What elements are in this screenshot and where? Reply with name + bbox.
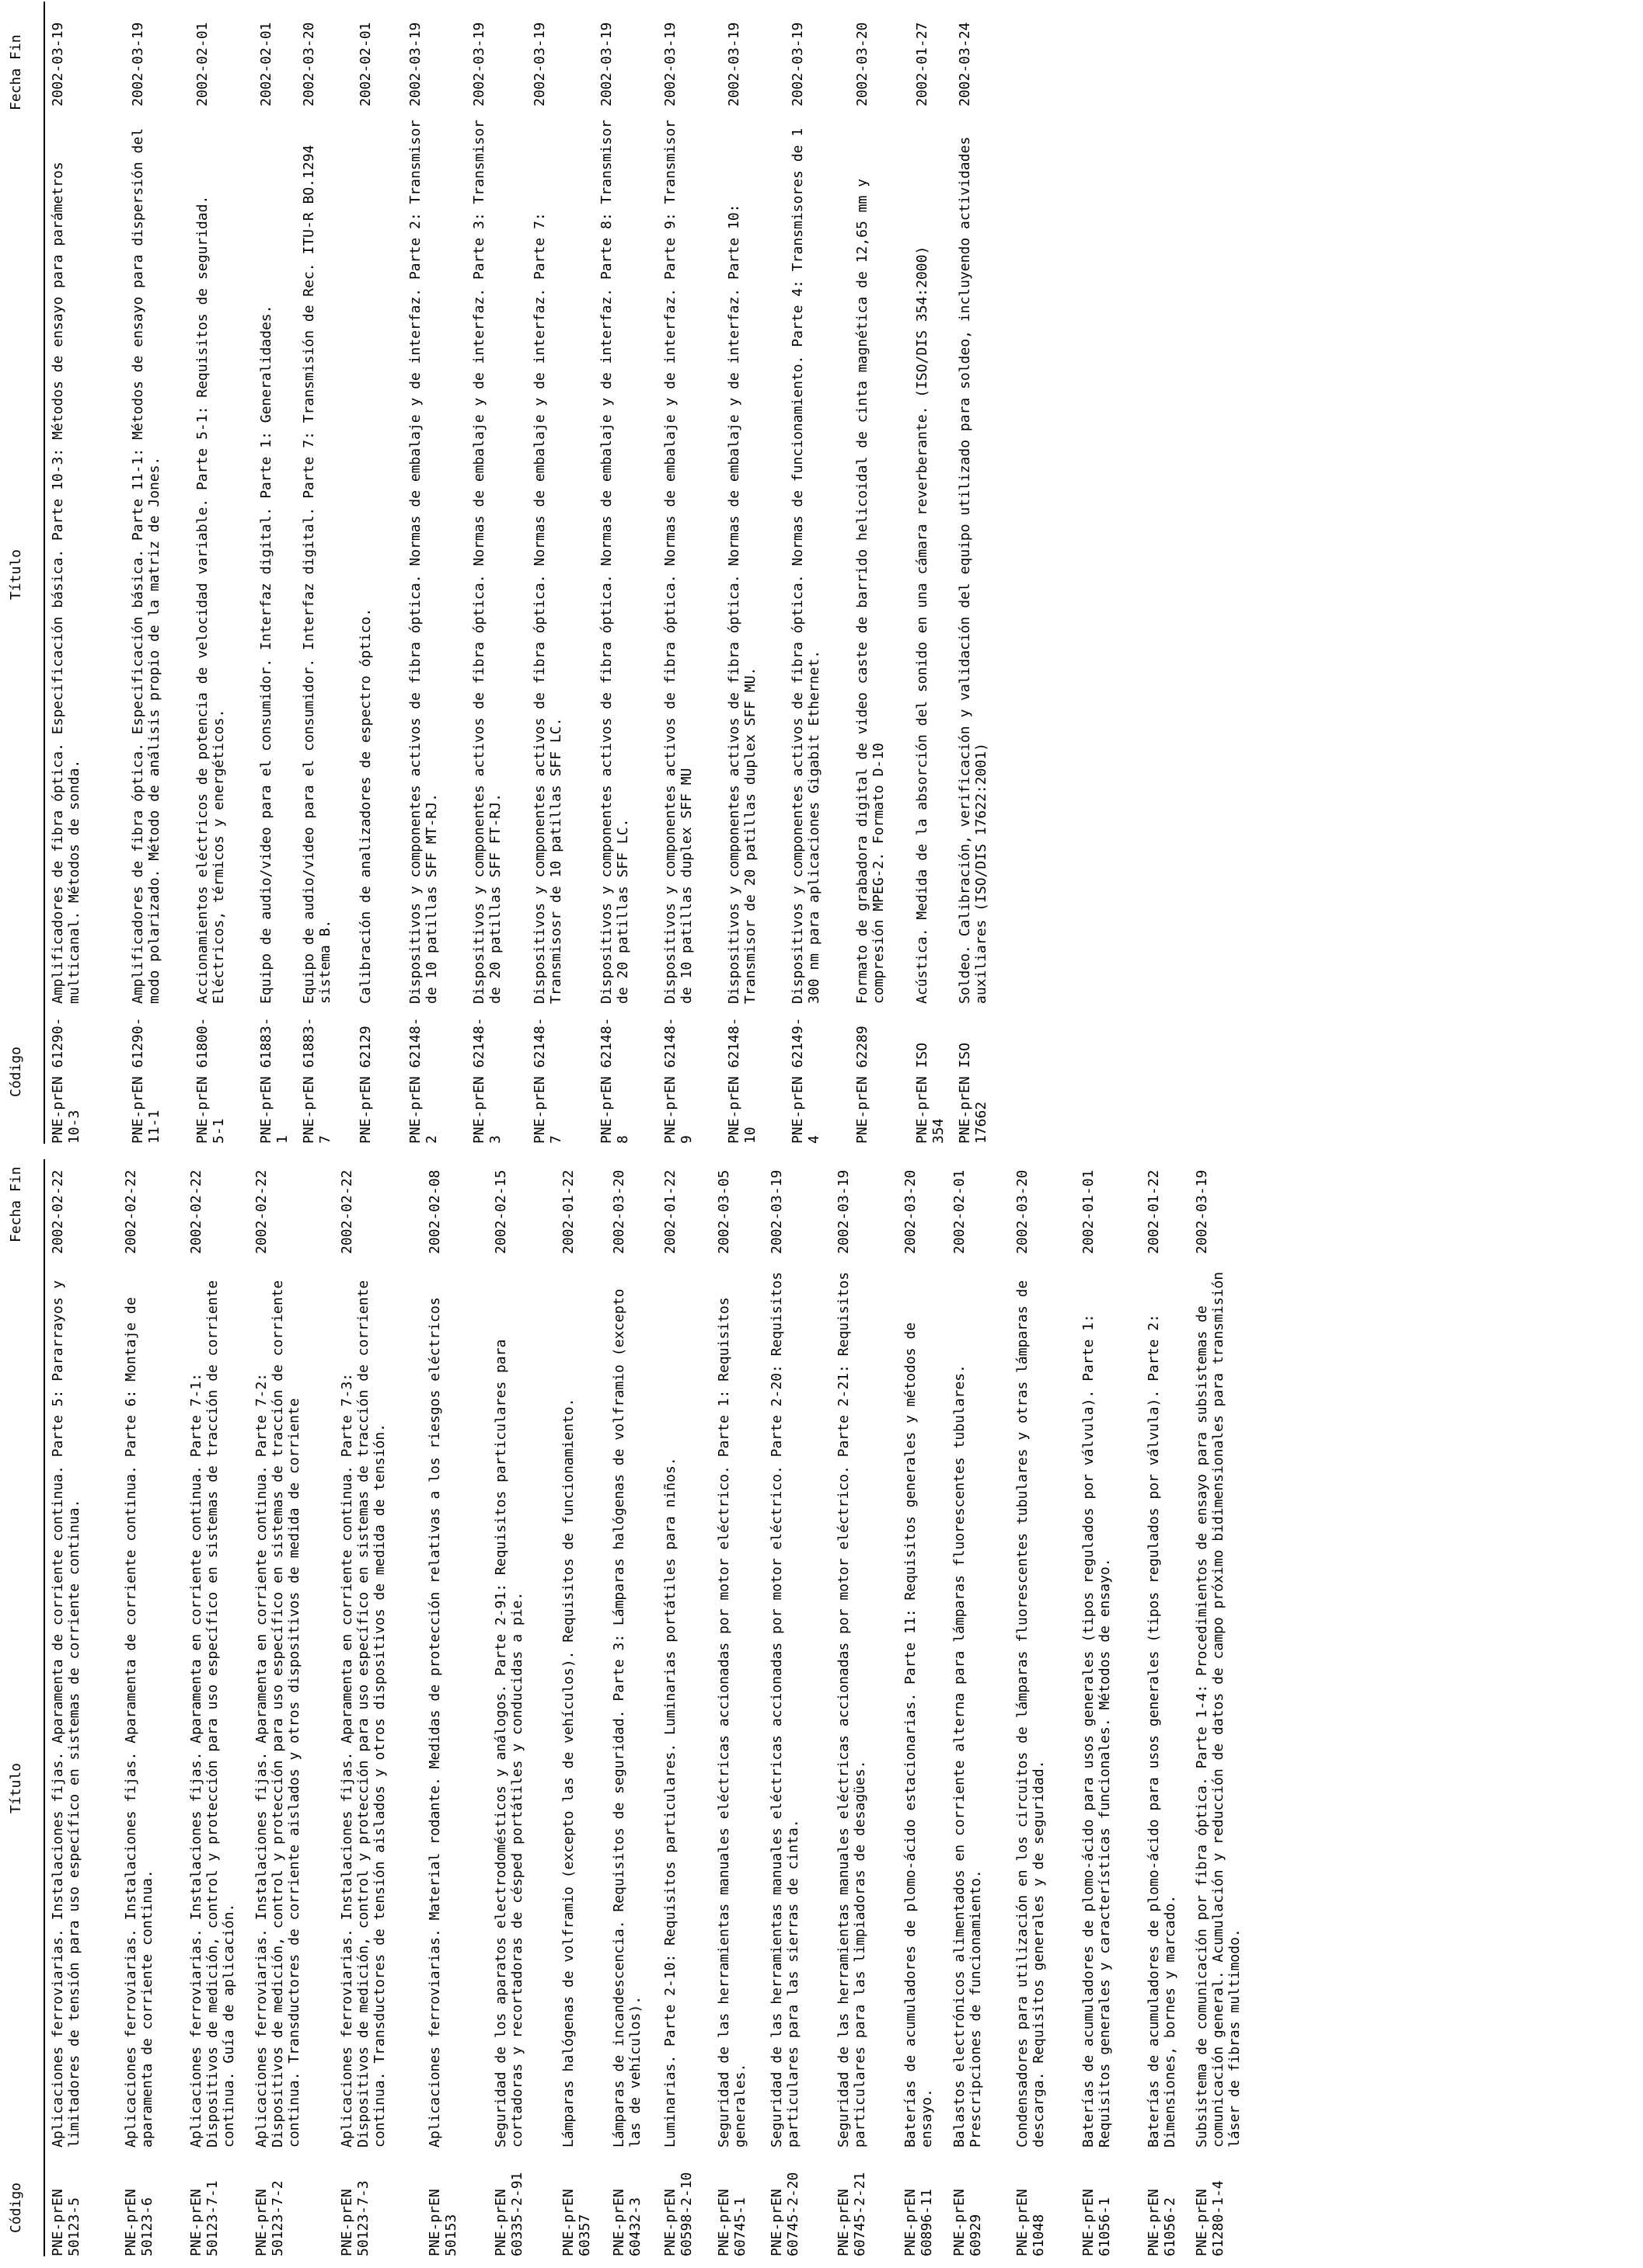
code-cell: PNE-prEN 50123-7-3 <box>339 2180 372 2256</box>
table-row <box>50 2 135 1144</box>
code-cell: PNE-prEN 62148-10 <box>726 1017 759 1144</box>
code-cell: PNE-prEN 61056-1 <box>1080 2180 1113 2256</box>
date-cell: 2002-01-22 <box>662 1169 678 1254</box>
title-cell: Dispositivos y componentes activos de fibra óptica. Normas de funcionamiento. Parte 4: Transmisores de 1 300 nm para aplicaciones Gigabit Ethernet. <box>790 120 822 1004</box>
title-cell: Equipo de audio/video para el consumidor. Interfaz digital. Parte 7: Transmisión de Rec. ITU-R BO.1294 sistema B. <box>301 136 333 1004</box>
left-table <box>0 1159 1243 2256</box>
date-cell: 2002-01-01 <box>1080 1169 1097 1254</box>
date-cell: 2002-02-22 <box>123 1169 139 1254</box>
title-cell: Baterías de acumuladores de plomo-ácido estacionarias. Parte 11: Requisitos generales y métodos de ensayo. <box>902 1314 935 2148</box>
code-cell: PNE-prEN 62149-4 <box>790 1017 822 1144</box>
header-title: Título <box>8 549 24 600</box>
date-cell: 2002-03-19 <box>598 22 615 106</box>
code-cell: PNE-prEN 61056-2 <box>1146 2180 1178 2256</box>
table-row <box>957 2 1042 1144</box>
code-cell: PNE-prEN 61800-5-1 <box>194 1017 227 1144</box>
header-code: Código <box>8 2182 24 2233</box>
date-cell: 2002-02-22 <box>50 1169 66 1254</box>
date-cell: 2002-03-19 <box>662 22 678 106</box>
header-title: Título <box>8 1762 24 1813</box>
title-cell: Dispositivos y componentes activos de fibra óptica. Normas de embalaje y de interfaz. Parte 3: Transmisor de 20 patillas SFF FT-RJ. <box>471 111 504 1004</box>
date-cell: 2002-02-22 <box>253 1169 270 1254</box>
code-cell: PNE-prEN 60598-2-10 <box>662 2172 695 2256</box>
date-cell: 2002-02-22 <box>188 1169 204 1254</box>
title-cell: Seguridad de las herramientas manuales eléctricas accionadas por motor eléctrico. Parte 1: Requisitos generales. <box>716 1288 748 2148</box>
title-cell: Aplicaciones ferroviarias. Material rodante. Medidas de protección relativas a los riesgos eléctricos <box>427 1297 443 2148</box>
date-cell: 2002-03-20 <box>301 22 317 106</box>
code-cell: PNE-prEN 61048 <box>1014 2180 1047 2256</box>
title-cell: Baterías de acumuladores de plomo-ácido para usos generales (tipos regulados por válvula). Parte 1: Requisitos generales y características funcionales. Métodos de ensayo. <box>1080 1305 1113 2148</box>
code-cell: PNE-prEN 62148-9 <box>662 1017 695 1144</box>
date-cell: 2002-02-01 <box>951 1169 968 1254</box>
date-cell: 2002-01-27 <box>914 22 930 106</box>
title-cell: Lámparas de incandescencia. Requisitos de seguridad. Parte 3: Lámparas halógenas de volframio (excepto las de vehículos). <box>611 1280 644 2148</box>
title-cell: Baterías de acumuladores de plomo-ácido para usos generales (tipos regulados por válvula). Parte 2: Dimensiones, bornes y marcado. <box>1146 1305 1178 2148</box>
code-cell: PNE-prEN 50153 <box>427 2180 459 2256</box>
left-table-header <box>0 1159 45 2256</box>
code-cell: PNE-prEN 60745-1 <box>716 2180 748 2256</box>
title-cell: Condensadores para utilización en los circuitos de lámparas fluorescentes tubulares y otras lámparas de descarga. Requisitos generales y de seguridad. <box>1014 1271 1047 2148</box>
table-row <box>253 1159 339 2256</box>
title-cell: Aplicaciones ferroviarias. Instalaciones fijas. Aparamenta en corriente continua. Parte 7-3: Dispositivos de medición, control y protección para uso específico en sistemas de tracción de corriente continua. Transductores de tensión aislados y otros dispositivos de medida de tensión. <box>339 1271 388 2148</box>
title-cell: Luminarias. Parte 2-10: Requisitos particulares. Luminarias portátiles para niños. <box>662 1457 678 2148</box>
title-cell: Dispositivos y componentes activos de fibra óptica. Normas de embalaje y de interfaz. Parte 10: Transmisor de 20 patillas duplex SFF MU. <box>726 195 759 1004</box>
date-cell: 2002-03-19 <box>130 22 146 106</box>
title-cell: Subsistema de comunicación por fibra óptica. Parte 1-4: Procedimientos de ensayo para subsistemas de comunicación general. Acumulación y reducción de datos de campo próximo bidimensionales para transmisión láser de fibras multimodo. <box>1194 1263 1243 2148</box>
date-cell: 2002-03-19 <box>769 1169 785 1254</box>
date-cell: 2002-03-19 <box>790 22 806 106</box>
date-cell: 2002-02-08 <box>427 1169 443 1254</box>
code-cell: PNE-prEN 50123-7-2 <box>253 2180 286 2256</box>
title-cell: Aplicaciones ferroviarias. Instalaciones fijas. Aparamenta de corriente continua. Parte 5: Pararrayos y limitadores de tensión para uso específico en sistemas de corriente continua. <box>50 1271 82 2148</box>
title-cell: Balastos electrónicos alimentados en corriente alterna para lámparas fluorescentes tubulares. Prescripciones de funcionamiento. <box>951 1356 984 2148</box>
code-cell: PNE-prEN 60896-11 <box>902 2180 935 2256</box>
date-cell: 2002-03-20 <box>902 1169 919 1254</box>
code-cell: PNE-prEN 50123-7-1 <box>188 2180 221 2256</box>
code-cell: PNE-prEN 62289 <box>854 1026 870 1144</box>
code-cell: PNE-prEN 62148-3 <box>471 1017 504 1144</box>
title-cell: Dispositivos y componentes activos de fibra óptica. Normas de embalaje y de interfaz. Parte 8: Transmisor de 20 patillas SFF LC. <box>598 111 631 1004</box>
code-cell: PNE-prEN 61290-10-3 <box>50 1017 82 1144</box>
right-table-header <box>0 2 45 1144</box>
date-cell: 2002-02-01 <box>258 22 274 106</box>
title-cell: Seguridad de los aparatos electrodomésticos y análogos. Parte 2-91: Requisitos particulares para cortadoras y recortadoras de césped portátiles y conducidas a pie. <box>493 1330 525 2148</box>
title-cell: Formato de grabadora digital de video caste de barrido helicoidal de cinta magnética de 12,65 mm y compresión MPEG-2. Formato D-10 <box>854 170 887 1004</box>
date-cell: 2002-03-19 <box>835 1169 852 1254</box>
code-cell: PNE-prEN 60745-2-21 <box>835 2172 868 2256</box>
date-cell: 2002-03-19 <box>407 22 424 106</box>
title-cell: Acústica. Medida de la absorción del sonido en una cámara reverberante. (ISO/DIS 354:2000) <box>914 246 930 1004</box>
date-cell: 2002-01-22 <box>1146 1169 1162 1254</box>
code-cell: PNE-prEN 61883-7 <box>301 1017 333 1144</box>
date-cell: 2002-03-20 <box>854 22 870 106</box>
code-cell: PNE-prEN 61883-1 <box>258 1017 291 1144</box>
date-cell: 2002-03-19 <box>726 22 742 106</box>
title-cell: Aplicaciones ferroviarias. Instalaciones fijas. Aparamenta en corriente continua. Parte 7-2: Dispositivos de medición, control y protección para uso específico en sistemas de tracción de corriente continua. Transductores de corriente aislados y otros dispositivos de medida de corriente <box>253 1271 302 2148</box>
title-cell: Dispositivos y componentes activos de fibra óptica. Normas de embalaje y de interfaz. Parte 9: Transmisor de 10 patillas duplex SFF MU <box>662 111 695 1004</box>
code-cell: PNE-prEN 60432-3 <box>611 2180 644 2256</box>
header-code: Código <box>8 1046 24 1097</box>
title-cell: Aplicaciones ferroviarias. Instalaciones fijas. Aparamenta de corriente continua. Parte 6: Montaje de aparamenta de corriente continua. <box>123 1288 155 2148</box>
date-cell: 2002-02-01 <box>358 22 374 106</box>
date-cell: 2002-03-19 <box>1194 1169 1210 1254</box>
code-cell: PNE-prEN 60745-2-20 <box>769 2172 801 2256</box>
title-cell: Accionamientos eléctricos de potencia de velocidad variable. Parte 5-1: Requisitos de seguridad. Eléctricos, térmicos y energéticos. <box>194 186 227 1004</box>
date-cell: 2002-03-24 <box>957 22 973 106</box>
title-cell: Dispositivos y componentes activos de fibra óptica. Normas de embalaje y de interfaz. Parte 7: Transmisosr de 10 patillas SFF LC. <box>532 204 564 1004</box>
title-cell: Seguridad de las herramientas manuales eléctricas accionadas por motor eléctrico. Parte 2-21: Requisitos particulares para las limpiadoras de desagües. <box>835 1263 868 2148</box>
date-cell: 2002-03-19 <box>50 22 66 106</box>
date-cell: 2002-02-01 <box>194 22 211 106</box>
title-cell: Dispositivos y componentes activos de fibra óptica. Normas de embalaje y de interfaz. Parte 2: Transmisor de 10 patillas SFF MT-RJ. <box>407 111 440 1004</box>
title-cell: Aplicaciones ferroviarias. Instalaciones fijas. Aparamenta en corriente continua. Parte 7-1: Dispositivos de medición, control y protección para uso específico en sistemas de tracción de corriente continua. Guía de aplicación. <box>188 1271 237 2148</box>
date-cell: 2002-03-20 <box>611 1169 627 1254</box>
header-date: Fecha Fin <box>8 34 24 110</box>
title-cell: Equipo de audio/video para el consumidor. Interfaz digital. Parte 1: Generalidades. <box>258 305 274 1004</box>
title-cell: Amplificadores de fibra óptica. Especificación básica. Parte 10-3: Métodos de ensayo para parámetros multicanal. Métodos de sonda. <box>50 153 82 1004</box>
date-cell: 2002-03-19 <box>532 22 548 106</box>
title-cell: Lámparas halógenas de volframio (excepto las de vehículos). Requisitos de funcionamiento. <box>560 1398 577 2148</box>
code-cell: PNE-prEN 61280-1-4 <box>1194 2180 1226 2256</box>
code-cell: PNE-prEN 62148-7 <box>532 1017 564 1144</box>
code-cell: PNE-prEN 50123-6 <box>123 2180 155 2256</box>
code-cell: PNE-prEN 60357 <box>560 2180 593 2256</box>
table-row <box>339 1159 424 2256</box>
date-cell: 2002-03-19 <box>471 22 487 106</box>
title-cell: Amplificadores de fibra óptica. Especificación básica. Parte 11-1: Métodos de ensayo para dispersión del modo polarizado. Método de análisis propio de la matriz de Jones. <box>130 120 162 1004</box>
title-cell: Soldeo. Calibración, verificación y validación del equipo utilizado para soldeo, incluyendo actividades auxiliares (ISO/DIS 17622:2001) <box>957 127 989 1004</box>
date-cell: 2002-03-20 <box>1014 1169 1031 1254</box>
table-row <box>1194 1159 1279 2256</box>
code-cell: PNE-prEN ISO 17662 <box>957 1034 989 1144</box>
code-cell: PNE-prEN 61290-11-1 <box>130 1017 162 1144</box>
code-cell: PNE-prEN 62129 <box>358 1026 374 1144</box>
code-cell: PNE-prEN 60335-2-91 <box>493 2172 525 2256</box>
header-date: Fecha Fin <box>8 1166 24 1242</box>
date-cell: 2002-02-15 <box>493 1169 509 1254</box>
date-cell: 2002-02-22 <box>339 1169 355 1254</box>
right-table <box>0 2 989 1144</box>
title-cell: Calibración de analizadores de espectro óptico. <box>358 608 374 1004</box>
code-cell: PNE-prEN 62148-8 <box>598 1017 631 1144</box>
code-cell: PNE-prEN 60929 <box>951 2180 984 2256</box>
date-cell: 2002-03-05 <box>716 1169 732 1254</box>
code-cell: PNE-prEN 50123-5 <box>50 2180 82 2256</box>
date-cell: 2002-01-22 <box>560 1169 577 1254</box>
title-cell: Seguridad de las herramientas manuales eléctricas accionadas por motor eléctrico. Parte 2-20: Requisitos particulares para las sierras de cinta. <box>769 1263 801 2148</box>
code-cell: PNE-prEN ISO 354 <box>914 1034 947 1144</box>
code-cell: PNE-prEN 62148-2 <box>407 1017 440 1144</box>
